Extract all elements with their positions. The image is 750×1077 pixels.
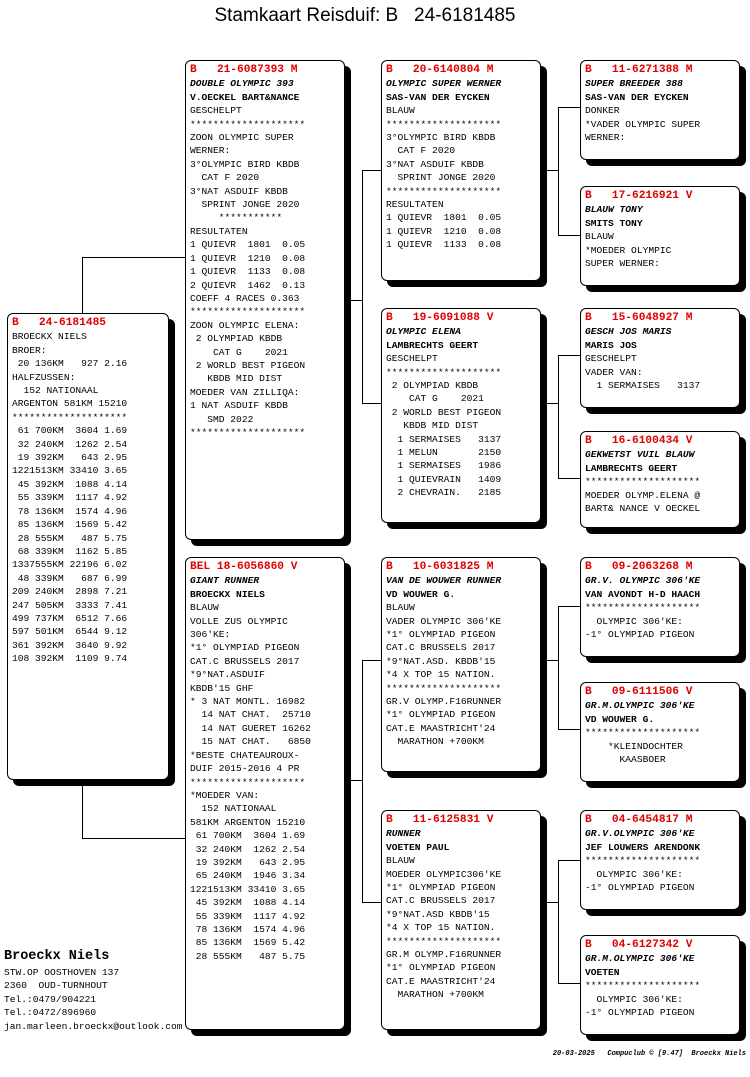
- info-line: ARGENTON 581KM 15210: [12, 398, 128, 410]
- info-line: KBDB MID DIST: [386, 420, 479, 432]
- ring-number: B 19-6091088 V: [386, 312, 494, 324]
- info-line: 61 700KM 3604 1.69: [12, 425, 128, 437]
- breeder-name: VD WOUWER G.: [585, 713, 655, 725]
- connector-line: [558, 729, 580, 730]
- ring-number: B 24-6181485: [12, 317, 106, 329]
- info-line: *9°NAT.ASD KBDB'15: [386, 908, 490, 920]
- info-line: BLAUW: [386, 105, 415, 117]
- pigeon-name: GIANT RUNNER: [190, 575, 260, 587]
- info-line: *1° OLYMPIAD PIGEON: [190, 642, 300, 654]
- info-line: 2 WORLD BEST PIGEON: [190, 359, 306, 371]
- breeder-name: SMITS TONY: [585, 217, 643, 229]
- breeder-name: MARIS JOS: [585, 339, 637, 351]
- connector-line: [82, 838, 187, 839]
- page-title: Stamkaart Reisduif: B 24-6181485: [214, 5, 516, 26]
- connector-line: [362, 403, 382, 404]
- connector-line: [558, 235, 580, 236]
- pigeon-name: GR.V. OLYMPIC 306'KE: [585, 575, 701, 587]
- info-line: ********************: [585, 980, 701, 992]
- info-line: ********************: [386, 118, 502, 130]
- ring-number: B 09-6111506 V: [585, 686, 693, 698]
- info-line: 306'KE:: [190, 629, 231, 641]
- info-line: 499 737KM 6512 7.66: [12, 612, 128, 624]
- info-line: -1° OLYMPIAD PIGEON: [585, 1007, 695, 1019]
- info-line: KBDB MID DIST: [190, 373, 283, 385]
- info-line: WERNER:: [585, 132, 626, 144]
- info-line: *KLEINDOCHTER: [585, 740, 683, 752]
- info-line: *MOEDER VAN:: [190, 789, 260, 801]
- info-line: *1° OLYMPIAD PIGEON: [386, 962, 496, 974]
- info-line: *1° OLYMPIAD PIGEON: [386, 709, 496, 721]
- info-line: VADER OLYMPIC 306'KE: [386, 615, 502, 627]
- info-line: GESCHELPT: [585, 353, 637, 365]
- info-line: VOLLE ZUS OLYMPIC: [190, 615, 288, 627]
- pigeon-name: RUNNER: [386, 828, 421, 840]
- ring-number: B 11-6125831 V: [386, 814, 494, 826]
- connector-line: [345, 300, 362, 301]
- breeder-name: VOETEN: [585, 966, 620, 978]
- pigeon-card-mother[interactable]: [185, 557, 345, 1030]
- info-line: CAT.C BRUSSELS 2017: [190, 655, 300, 667]
- pigeon-name: OLYMPIC ELENA: [386, 326, 461, 338]
- info-line: MARATHON +700KM: [386, 736, 484, 748]
- info-line: 55 339KM 1117 4.92: [190, 910, 306, 922]
- info-line: 20 136KM 927 2.16: [12, 358, 128, 370]
- info-line: SPRINT JONGE 2020: [386, 172, 496, 184]
- owner-phone: Tel.:0479/904221: [4, 993, 97, 1005]
- info-line: ********************: [190, 306, 306, 318]
- owner-block: [4, 948, 182, 1033]
- info-line: 2 OLYMPIAD KBDB: [386, 380, 479, 392]
- info-line: *VADER OLYMPIC SUPER: [585, 118, 701, 130]
- breeder-name: SAS-VAN DER EYCKEN: [585, 91, 689, 103]
- info-line: 3°NAT ASDUIF KBDB: [190, 185, 288, 197]
- info-line: BART& NANCE V OECKEL: [585, 503, 701, 515]
- connector-line: [541, 403, 558, 404]
- info-line: 1 QUIEVR 1801 0.05: [190, 239, 306, 251]
- info-line: BLAUW: [190, 602, 219, 614]
- pigeon-name: GESCH JOS MARIS: [585, 326, 672, 338]
- connector-line: [362, 170, 363, 403]
- breeder-name: VD WOUWER G.: [386, 588, 456, 600]
- info-line: OLYMPIC 306'KE:: [585, 615, 683, 627]
- info-line: KAASBOER: [585, 754, 666, 766]
- info-line: 209 240KM 2898 7.21: [12, 586, 128, 598]
- ring-number: BEL 18-6056860 V: [190, 561, 298, 573]
- info-line: 152 NATIONAAL: [12, 385, 99, 397]
- connector-line: [541, 170, 558, 171]
- pigeon-card-mmf[interactable]: [580, 810, 740, 910]
- info-line: ********************: [386, 185, 502, 197]
- info-line: BLAUW: [386, 855, 415, 867]
- info-line: COEFF 4 RACES 0.363: [190, 292, 300, 304]
- info-line: DUIF 2015-2016 4 PR: [190, 763, 300, 775]
- info-line: *9°NAT.ASDUIF: [190, 669, 265, 681]
- owner-address: STW.OP OOSTHOVEN 137: [4, 967, 120, 978]
- pigeon-name: GR.M.OLYMPIC 306'KE: [585, 953, 695, 965]
- connector-line: [558, 107, 559, 235]
- breeder-name: SAS-VAN DER EYCKEN: [386, 91, 490, 103]
- info-line: ********************: [386, 935, 502, 947]
- info-line: 32 240KM 1262 2.54: [190, 843, 306, 855]
- ring-number: B 17-6216921 V: [585, 190, 693, 202]
- pigeon-card-father[interactable]: [185, 60, 345, 540]
- info-line: 78 136KM 1574 4.96: [190, 923, 306, 935]
- info-line: BLAUW: [585, 231, 614, 243]
- info-line: BROER:: [12, 344, 47, 356]
- info-line: WERNER:: [190, 145, 231, 157]
- info-line: 1 SERMAISES 1986: [386, 460, 502, 472]
- info-line: ********************: [585, 855, 701, 867]
- connector-line: [558, 860, 580, 861]
- info-line: OLYMPIC 306'KE:: [585, 868, 683, 880]
- info-line: KBDB'15 GHF: [190, 682, 254, 694]
- ring-number: B 10-6031825 M: [386, 561, 494, 573]
- info-line: 1 QUIEVR 1133 0.08: [386, 239, 502, 251]
- info-line: 48 339KM 687 6.99: [12, 572, 128, 584]
- connector-line: [558, 355, 580, 356]
- info-line: RESULTATEN: [190, 225, 248, 237]
- pigeon-name: BLAUW TONY: [585, 204, 643, 216]
- pigeon-card-ffm[interactable]: [580, 186, 740, 286]
- info-line: 597 501KM 6544 9.12: [12, 626, 128, 638]
- info-line: 108 392KM 1109 9.74: [12, 653, 128, 665]
- pigeon-name: GR.V.OLYMPIC 306'KE: [585, 828, 695, 840]
- breeder-name: JEF LOUWERS ARENDONK: [585, 841, 701, 853]
- info-line: ********************: [190, 776, 306, 788]
- info-line: ********************: [585, 476, 701, 488]
- info-line: -1° OLYMPIAD PIGEON: [585, 629, 695, 641]
- info-line: 1221513KM 33410 3.65: [12, 465, 128, 477]
- info-line: 45 392KM 1088 4.14: [190, 897, 306, 909]
- info-line: 28 555KM 487 5.75: [190, 950, 306, 962]
- info-line: ********************: [190, 118, 306, 130]
- ring-number: B 16-6100434 V: [585, 435, 693, 447]
- info-line: 361 392KM 3640 9.92: [12, 639, 128, 651]
- info-line: 1 QUIEVR 1210 0.08: [190, 252, 306, 264]
- pigeon-card-father-father[interactable]: [381, 60, 541, 281]
- info-line: -1° OLYMPIAD PIGEON: [585, 882, 695, 894]
- pigeon-card-father-mother[interactable]: [381, 308, 541, 523]
- pigeon-name: VAN DE WOUWER RUNNER: [386, 575, 502, 587]
- info-line: CAT.E MAASTRICHT'24: [386, 975, 496, 987]
- info-line: MOEDER OLYMP.ELENA @: [585, 489, 701, 501]
- info-line: 45 392KM 1088 4.14: [12, 478, 128, 490]
- pigeon-card-fmm[interactable]: [580, 431, 740, 528]
- breeder-name: LAMBRECHTS GEERT: [585, 462, 678, 474]
- info-line: 85 136KM 1569 5.42: [190, 937, 306, 949]
- info-line: 3°OLYMPIC BIRD KBDB: [190, 158, 300, 170]
- info-line: GESCHELPT: [386, 353, 438, 365]
- owner-email[interactable]: jan.marleen.broeckx@outlook.com: [4, 1020, 183, 1032]
- connector-line: [541, 902, 558, 903]
- breeder-name: VOETEN PAUL: [386, 841, 450, 853]
- info-line: 1 MELUN 2150: [386, 447, 502, 459]
- breeder-name: VAN AVONDT H-D HAACH: [585, 588, 701, 600]
- info-line: 152 NATIONAAL: [190, 803, 277, 815]
- info-line: 1 NAT ASDUIF KBDB: [190, 400, 288, 412]
- breeder-name: BROECKX NIELS: [190, 588, 265, 600]
- info-line: *9°NAT.ASD. KBDB'15: [386, 655, 496, 667]
- pigeon-name: SUPER BREEDER 388: [585, 78, 683, 90]
- info-line: BROECKX NIELS: [12, 331, 87, 343]
- ring-number: B 04-6454817 M: [585, 814, 693, 826]
- info-line: 1337555KM 22196 6.02: [12, 559, 128, 571]
- info-line: ********************: [12, 411, 128, 423]
- pigeon-card-fmf[interactable]: [580, 308, 740, 408]
- info-line: 2 CHEVRAIN. 2185: [386, 487, 502, 499]
- info-line: GR.M OLYMP.F16RUNNER: [386, 949, 502, 961]
- info-line: 1 QUIEVRAIN 1409: [386, 473, 502, 485]
- breeder-name: V.OECKEL BART&NANCE: [190, 91, 300, 103]
- connector-line: [558, 478, 580, 479]
- connector-line: [558, 606, 580, 607]
- info-line: ********************: [585, 727, 701, 739]
- info-line: 78 136KM 1574 4.96: [12, 505, 128, 517]
- info-line: CAT.C BRUSSELS 2017: [386, 642, 496, 654]
- info-line: 2 WORLD BEST PIGEON: [386, 406, 502, 418]
- info-line: BLAUW: [386, 602, 415, 614]
- connector-line: [362, 902, 382, 903]
- info-line: 19 392KM 643 2.95: [12, 452, 128, 464]
- info-line: 1 SERMAISES 3137: [585, 380, 701, 392]
- info-line: 1 QUIEVR 1133 0.08: [190, 266, 306, 278]
- info-line: CAT F 2020: [386, 145, 456, 157]
- info-line: RESULTATEN: [386, 199, 444, 211]
- info-line: ZOON OLYMPIC ELENA:: [190, 319, 300, 331]
- info-line: *1° OLYMPIAD PIGEON: [386, 629, 496, 641]
- info-line: *MOEDER OLYMPIC: [585, 244, 672, 256]
- info-line: MOEDER VAN ZILLIQA:: [190, 386, 300, 398]
- info-line: HALFZUSSEN:: [12, 371, 76, 383]
- ring-number: B 09-2063268 M: [585, 561, 693, 573]
- info-line: GESCHELPT: [190, 105, 242, 117]
- info-line: ***********: [190, 212, 283, 224]
- info-line: 28 555KM 487 5.75: [12, 532, 128, 544]
- pigeon-card-mother-father[interactable]: [381, 557, 541, 772]
- info-line: DONKER: [585, 105, 620, 117]
- info-line: 32 240KM 1262 2.54: [12, 438, 128, 450]
- ring-number: B 11-6271388 M: [585, 64, 693, 76]
- info-line: 1 QUIEVR 1801 0.05: [386, 212, 502, 224]
- info-line: ********************: [386, 366, 502, 378]
- info-line: VADER VAN:: [585, 366, 643, 378]
- info-line: 1 QUIEVR 1210 0.08: [386, 225, 502, 237]
- connector-line: [82, 780, 83, 838]
- info-line: 581KM ARGENTON 15210: [190, 816, 306, 828]
- info-line: ZOON OLYMPIC SUPER: [190, 132, 294, 144]
- owner-name: Broeckx Niels: [4, 949, 110, 964]
- connector-line: [558, 355, 559, 478]
- connector-line: [541, 660, 558, 661]
- info-line: OLYMPIC 306'KE:: [585, 993, 683, 1005]
- pigeon-name: GEKWETST VUIL BLAUW: [585, 449, 695, 461]
- info-line: 2 QUIEVR 1462 0.13: [190, 279, 306, 291]
- info-line: MOEDER OLYMPIC306'KE: [386, 868, 502, 880]
- breeder-name: LAMBRECHTS GEERT: [386, 339, 479, 351]
- info-line: GR.V OLYMP.F16RUNNER: [386, 696, 502, 708]
- connector-line: [362, 660, 382, 661]
- connector-line: [362, 170, 382, 171]
- info-line: *BESTE CHATEAUROUX-: [190, 749, 300, 761]
- owner-city: 2360 OUD-TURNHOUT: [4, 980, 108, 992]
- info-line: 3°NAT ASDUIF KBDB: [386, 158, 484, 170]
- pigeon-card-mmm[interactable]: [580, 935, 740, 1035]
- info-line: CAT F 2020: [190, 172, 260, 184]
- info-line: 61 700KM 3604 1.69: [190, 830, 306, 842]
- info-line: SPRINT JONGE 2020: [190, 199, 300, 211]
- connector-line: [558, 860, 559, 983]
- info-line: 14 NAT CHAT. 25710: [190, 709, 311, 721]
- owner-phone: Tel.:0472/896960: [4, 1007, 97, 1019]
- info-line: * 3 NAT MONTL. 16982: [190, 696, 306, 708]
- connector-line: [345, 780, 362, 781]
- pigeon-card-mfm[interactable]: [580, 682, 740, 782]
- pigeon-name: GR.M.OLYMPIC 306'KE: [585, 700, 695, 712]
- info-line: 55 339KM 1117 4.92: [12, 492, 128, 504]
- pigeon-card-mother-mother[interactable]: [381, 810, 541, 1030]
- info-line: *4 X TOP 15 NATION.: [386, 669, 496, 681]
- pigeon-name: DOUBLE OLYMPIC 393: [190, 78, 294, 90]
- info-line: ********************: [190, 426, 306, 438]
- connector-line: [558, 107, 580, 108]
- info-line: 85 136KM 1569 5.42: [12, 519, 128, 531]
- ring-number: B 21-6087393 M: [190, 64, 298, 76]
- ring-number: B 04-6127342 V: [585, 939, 693, 951]
- info-line: 14 NAT GUERET 16262: [190, 722, 311, 734]
- info-line: SMD 2022: [190, 413, 254, 425]
- info-line: 1 SERMAISES 3137: [386, 433, 502, 445]
- pigeon-card-main[interactable]: [7, 313, 169, 780]
- pigeon-name: OLYMPIC SUPER WERNER: [386, 78, 502, 90]
- info-line: 1221513KM 33410 3.65: [190, 883, 306, 895]
- connector-line: [558, 983, 580, 984]
- connector-line: [82, 257, 187, 258]
- connector-line: [558, 606, 559, 729]
- info-line: SUPER WERNER:: [585, 258, 660, 270]
- info-line: 19 392KM 643 2.95: [190, 856, 306, 868]
- info-line: 3°OLYMPIC BIRD KBDB: [386, 132, 496, 144]
- info-line: CAT G 2021: [190, 346, 288, 358]
- ring-number: B 15-6048927 M: [585, 312, 693, 324]
- info-line: ********************: [585, 602, 701, 614]
- info-line: *1° OLYMPIAD PIGEON: [386, 882, 496, 894]
- pigeon-card-mff[interactable]: [580, 557, 740, 657]
- info-line: CAT.E MAASTRICHT'24: [386, 722, 496, 734]
- ring-number: B 20-6140804 M: [386, 64, 494, 76]
- info-line: *4 X TOP 15 NATION.: [386, 922, 496, 934]
- info-line: 2 OLYMPIAD KBDB: [190, 333, 283, 345]
- info-line: 247 505KM 3333 7.41: [12, 599, 128, 611]
- info-line: 68 339KM 1162 5.85: [12, 545, 128, 557]
- info-line: 65 240KM 1946 3.34: [190, 870, 306, 882]
- pigeon-card-fff[interactable]: [580, 60, 740, 160]
- info-line: CAT.C BRUSSELS 2017: [386, 895, 496, 907]
- info-line: ********************: [386, 682, 502, 694]
- connector-line: [362, 660, 363, 902]
- footer-credit: 20-03-2025 Compuclub © [9.47] Broeckx Niels: [552, 1050, 746, 1058]
- info-line: CAT G 2021: [386, 393, 484, 405]
- info-line: 15 NAT CHAT. 6850: [190, 736, 311, 748]
- info-line: MARATHON +700KM: [386, 989, 484, 1001]
- connector-line: [82, 257, 83, 313]
